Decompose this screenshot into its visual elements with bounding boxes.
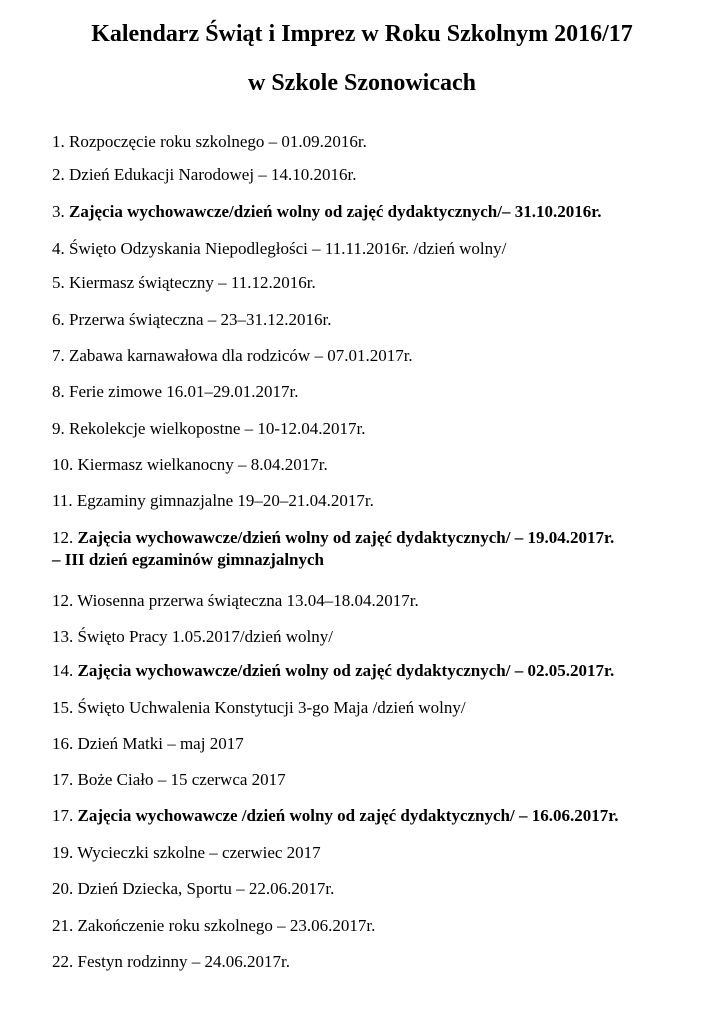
list-item xyxy=(52,454,712,476)
item-text: Zajęcia wychowawcze /dzień wolny od zajęć dydaktycznych/ – 16.06.2017r. xyxy=(77,806,619,825)
item-number: 10. xyxy=(52,455,74,474)
item-number: 4. xyxy=(52,239,65,258)
item-number: 9. xyxy=(52,419,65,438)
list-item xyxy=(52,490,712,512)
item-number: 11. xyxy=(52,491,73,510)
list-item xyxy=(52,381,712,403)
item-number: 21. xyxy=(52,916,74,935)
item-number: 6. xyxy=(52,310,65,329)
item-continuation: – III dzień egzaminów gimnazjalnych xyxy=(52,550,324,569)
item-number: 3. xyxy=(52,202,65,221)
item-text: Dzień Dziecka, Sportu – 22.06.2017r. xyxy=(77,879,335,898)
list-item xyxy=(52,238,712,260)
item-text: Egzaminy gimnazjalne 19–20–21.04.2017r. xyxy=(76,491,374,510)
list-item xyxy=(52,805,712,827)
item-number: 8. xyxy=(52,382,65,401)
item-text: Rekolekcje wielkopostne – 10-12.04.2017r. xyxy=(69,419,366,438)
item-number: 12. xyxy=(52,528,74,547)
item-text: Zajęcia wychowawcze/dzień wolny od zajęć dydaktycznych/ – 02.05.2017r. xyxy=(77,661,615,680)
page-subtitle: w Szkole Szonowicach xyxy=(248,70,476,96)
item-text: Dzień Edukacji Narodowej – 14.10.2016r. xyxy=(69,165,357,184)
item-number: 20. xyxy=(52,879,74,898)
list-item xyxy=(52,951,712,973)
item-text: Kiermasz świąteczny – 11.12.2016r. xyxy=(69,273,316,292)
item-number: 22. xyxy=(52,952,74,971)
item-text: Zajęcia wychowawcze/dzień wolny od zajęć dydaktycznych/ – 19.04.2017r. xyxy=(77,528,615,547)
list-item xyxy=(52,201,712,223)
list-item xyxy=(52,769,712,791)
item-number: 15. xyxy=(52,698,74,717)
item-number: 16. xyxy=(52,734,74,753)
item-text: Boże Ciało – 15 czerwca 2017 xyxy=(77,770,286,789)
list-item xyxy=(52,418,712,440)
item-number: 19. xyxy=(52,843,74,862)
item-text: Rozpoczęcie roku szkolnego – 01.09.2016r. xyxy=(69,132,367,151)
list-item xyxy=(52,878,712,900)
list-item xyxy=(52,590,712,612)
item-text: Kiermasz wielkanocny – 8.04.2017r. xyxy=(77,455,328,474)
list-item xyxy=(52,131,712,153)
item-number: 1. xyxy=(52,132,65,151)
page-title: Kalendarz Świąt i Imprez w Roku Szkolnym 2016/17 xyxy=(91,21,633,47)
item-text: Ferie zimowe 16.01–29.01.2017r. xyxy=(69,382,299,401)
list-item xyxy=(52,915,712,937)
item-text: Wiosenna przerwa świąteczna 13.04–18.04.2017r. xyxy=(77,591,419,610)
list-item xyxy=(52,697,712,719)
item-number: 17. xyxy=(52,806,74,825)
item-number: 13. xyxy=(52,627,74,646)
item-number: 5. xyxy=(52,273,65,292)
item-number: 12. xyxy=(52,591,74,610)
item-text: Święto Uchwalenia Konstytucji 3-go Maja /dzień wolny/ xyxy=(77,698,466,717)
list-item xyxy=(52,842,712,864)
list-item xyxy=(52,164,712,186)
item-text: Święto Odzyskania Niepodległości – 11.11.2016r. /dzień wolny/ xyxy=(69,239,507,258)
item-number: 2. xyxy=(52,165,65,184)
item-text: Wycieczki szkolne – czerwiec 2017 xyxy=(77,843,321,862)
list-item xyxy=(52,660,712,682)
list-item xyxy=(52,626,712,648)
item-text: Festyn rodzinny – 24.06.2017r. xyxy=(77,952,290,971)
list-item xyxy=(52,309,712,331)
item-text: Przerwa świąteczna – 23–31.12.2016r. xyxy=(69,310,332,329)
list-item xyxy=(52,527,712,571)
item-text: Zabawa karnawałowa dla rodziców – 07.01.2017r. xyxy=(69,346,413,365)
item-text: Dzień Matki – maj 2017 xyxy=(77,734,244,753)
item-text: Święto Pracy 1.05.2017/dzień wolny/ xyxy=(77,627,333,646)
item-number: 14. xyxy=(52,661,74,680)
item-text: Zakończenie roku szkolnego – 23.06.2017r. xyxy=(77,916,376,935)
list-item xyxy=(52,345,712,367)
list-item xyxy=(52,733,712,755)
list-item xyxy=(52,272,712,294)
item-number: 17. xyxy=(52,770,74,789)
item-number: 7. xyxy=(52,346,65,365)
item-text: Zajęcia wychowawcze/dzień wolny od zajęć dydaktycznych/– 31.10.2016r. xyxy=(69,202,602,221)
